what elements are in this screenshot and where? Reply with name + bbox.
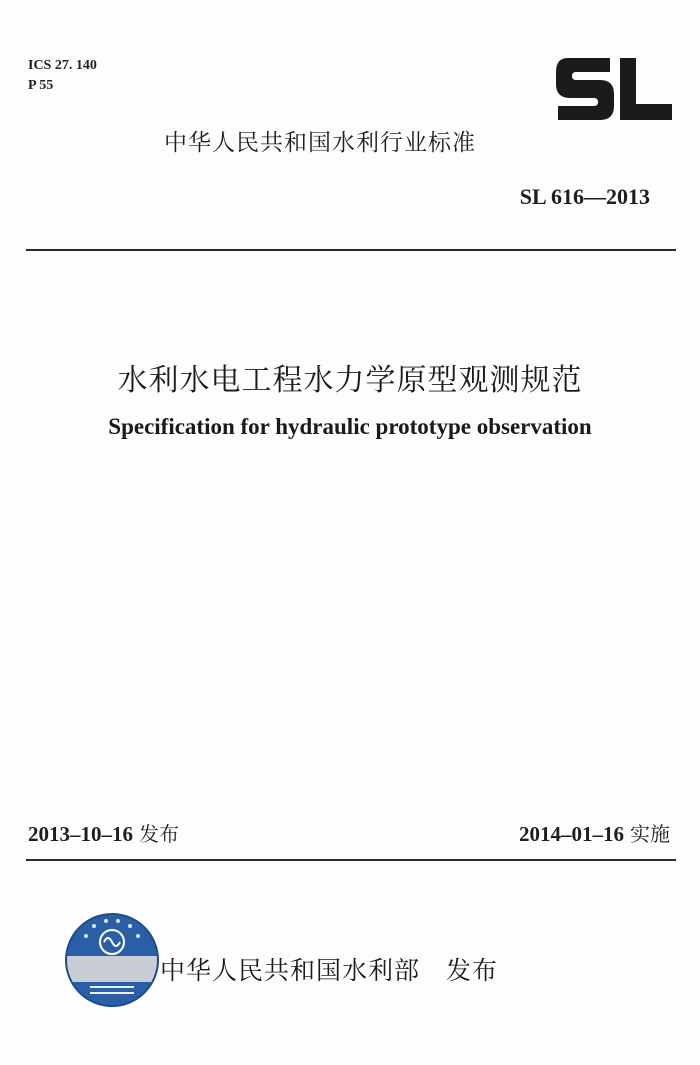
standard-number: SL 616—2013 (519, 184, 650, 209)
issue-date: 2013–10–16 (28, 822, 133, 846)
title-chinese: 水利水电工程水力学原型观测规范 (117, 363, 583, 398)
issue-date-line (28, 818, 179, 847)
ccs-code: P 55 (28, 78, 54, 93)
title-english: Specification for hydraulic prototype observation (108, 414, 592, 439)
publisher-line (160, 951, 498, 987)
anti-counterfeit-seal-icon (64, 912, 160, 1008)
publisher-action: 发布 (446, 956, 499, 985)
classification-codes (28, 56, 97, 96)
implement-date-line (519, 818, 670, 847)
bottom-divider (26, 859, 676, 861)
publisher-name: 中华人民共和国水利部 (160, 956, 421, 985)
sl-logo-icon (556, 58, 672, 120)
ics-code: ICS 27. 140 (28, 58, 97, 73)
top-divider (26, 249, 676, 251)
implement-label: 实施 (630, 822, 670, 846)
issue-label: 发布 (139, 822, 179, 846)
standard-category: 中华人民共和国水利行业标准 (164, 130, 476, 156)
implement-date: 2014–01–16 (519, 822, 624, 846)
